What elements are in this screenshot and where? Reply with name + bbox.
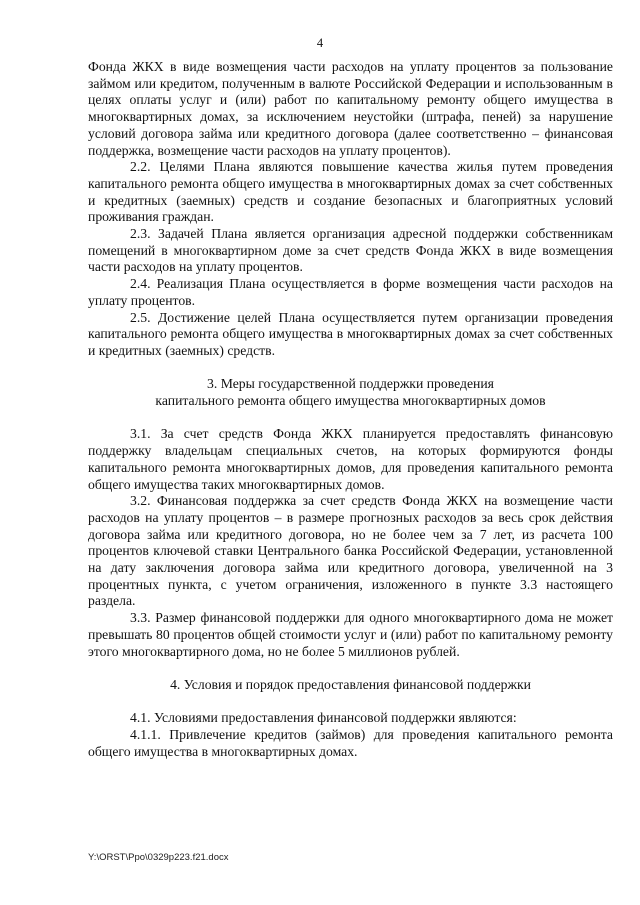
paragraph-4-1-1: 4.1.1. Привлечение кредитов (займов) для проведения капитального ремонта общего имущества в многоквартирных домах. xyxy=(88,727,613,759)
section-3-heading-line1: 3. Меры государственной поддержки проведения xyxy=(207,376,494,392)
paragraph-4-1: 4.1. Условиями предоставления финансовой поддержки являются: xyxy=(130,710,517,726)
paragraph-continuation: Фонда ЖКХ в виде возмещения части расходов на уплату процентов за пользование займом или кредитом, полученным в валюте Российской Федерации и использованным в целях оплаты услуг и (или) работ по капитальному ремонту общего имущества в многоквартирных домах, за исключением неустойки (штрафа, пеней) за нарушение условий договора займа или кредитного договора (далее соответственно – финансовая поддержка, возмещение части расходов на уплату процентов). xyxy=(88,59,613,158)
document-body xyxy=(88,59,613,760)
paragraph-3-3: 3.3. Размер финансовой поддержки для одного многоквартирного дома не может превышать 80 процентов общей стоимости услуг и (или) работ по капитальному ремонту этого многоквартирного дома, но не более 5 миллионов рублей. xyxy=(88,610,613,659)
paragraph-3-2: 3.2. Финансовая поддержка за счет средств Фонда ЖКХ на возмещение части расходов на уплату процентов – в размере прогнозных расходов за весь срок действия договора займа или кредитного договора, но не более чем за 7 лет, из расчета 100 процентов ключевой ставки Центрального банка Российской Федерации, установленной на дату заключения договора займа или кредитного договора, увеличенной на 3 процентных пункта, с учетом ограничения, изложенного в пункте 3.3 настоящего раздела. xyxy=(88,493,613,609)
paragraph-2-3: 2.3. Задачей Плана является организация адресной поддержки собственникам помещений в многоквартирном доме за счет средств Фонда ЖКХ в виде возмещения части расходов на уплату процентов. xyxy=(88,226,613,275)
page-number: 4 xyxy=(316,36,324,50)
paragraph-2-5: 2.5. Достижение целей Плана осуществляется путем организации проведения капитального ремонта общего имущества в многоквартирных домах за счет собственных и кредитных (заемных) средств. xyxy=(88,309,613,358)
section-3-heading-line2: капитального ремонта общего имущества многоквартирных домов xyxy=(155,393,546,409)
paragraph-2-2: 2.2. Целями Плана являются повышение качества жилья путем проведения капитального ремонта общего имущества в многоквартирных домах за счет собственных и кредитных (заемных) средств и создание безопасных и благоприятных условий проживания граждан. xyxy=(88,159,613,225)
footer-file-path: Y:\ORST\Ppo\0329p223.f21.docx xyxy=(88,852,229,863)
paragraph-3-1: 3.1. За счет средств Фонда ЖКХ планируется предоставлять финансовую поддержку владельцам специальных счетов, на которых формируются фонды капитального ремонта многоквартирных домов, для проведения капитального ремонта общего имущества таких многоквартирных домов. xyxy=(88,426,613,492)
section-4-heading: 4. Условия и порядок предоставления финансовой поддержки xyxy=(170,676,531,692)
paragraph-2-4: 2.4. Реализация Плана осуществляется в форме возмещения части расходов на уплату процентов. xyxy=(88,276,613,308)
